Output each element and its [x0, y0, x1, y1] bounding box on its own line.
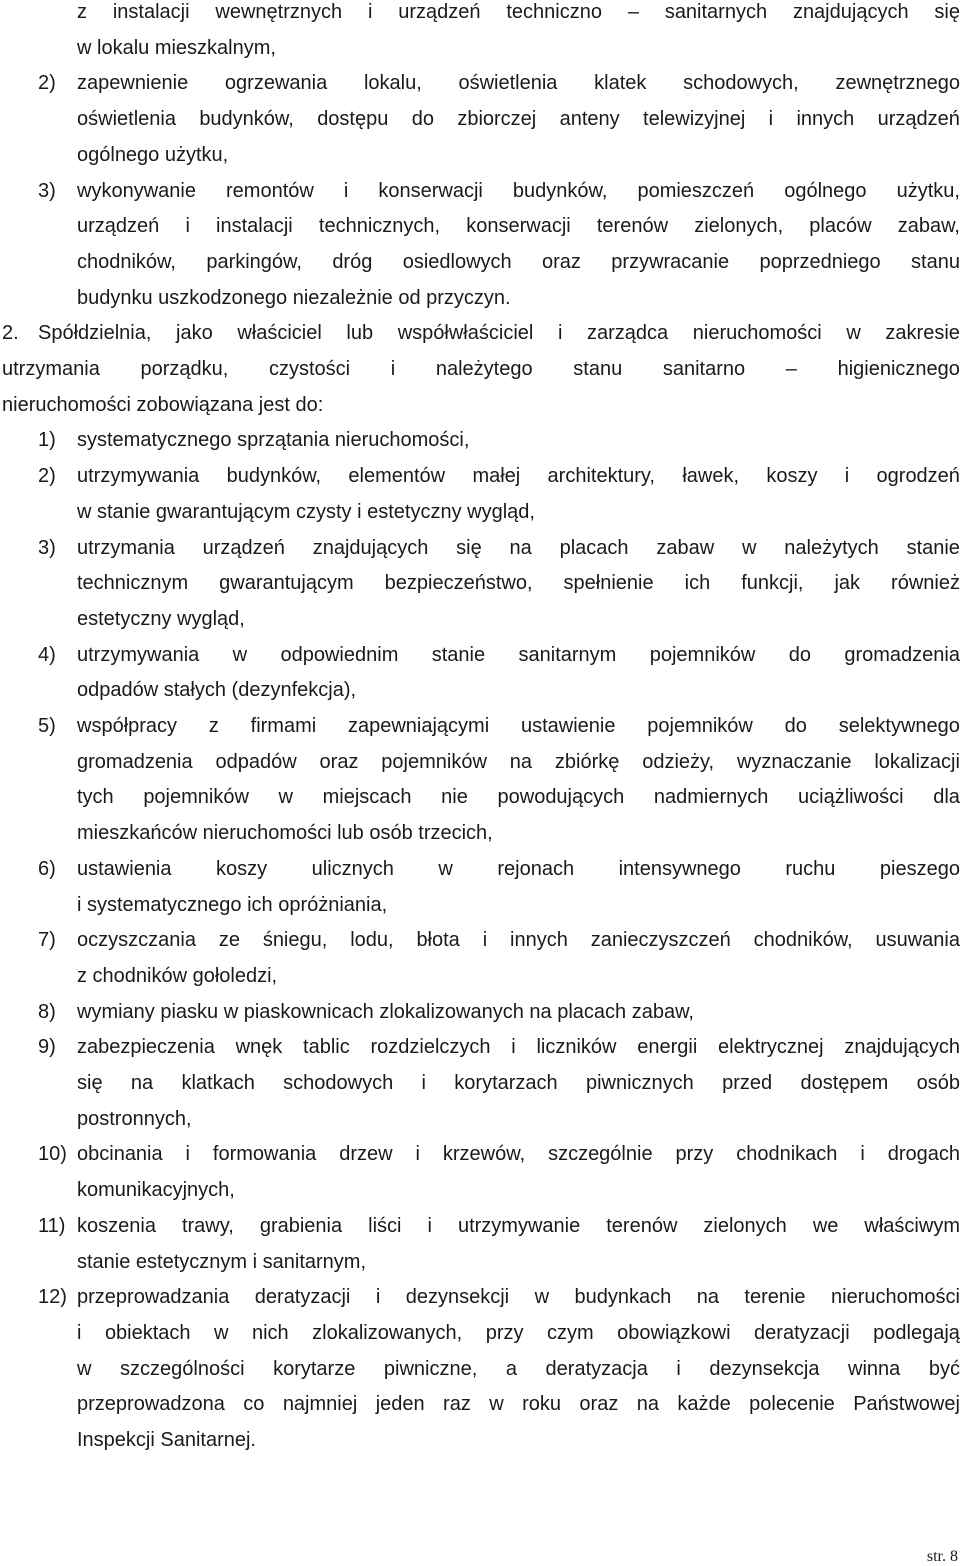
list-item-number: 11) — [38, 1214, 66, 1237]
list-item-line: technicznym gwarantującym bezpieczeństwo, spełnienie ich funkcji, jak również — [77, 572, 960, 595]
section-line: utrzymania porządku, czystości i należytego stanu sanitarno – higienicznego — [2, 358, 960, 380]
section-number: 2. — [2, 322, 19, 345]
list-item-line: współpracy z firmami zapewniającymi ustawienie pojemników do selektywnego — [77, 715, 960, 737]
list-item-number: 7) — [38, 929, 56, 952]
list-item-line: zabezpieczenia wnęk tablic rozdzielczych i liczników energii elektrycznej znajdujących — [77, 1036, 960, 1059]
list-item-line: postronnych, — [77, 1107, 192, 1130]
list-item-line: chodników, parkingów, dróg osiedlowych oraz przywracanie poprzedniego stanu — [77, 250, 960, 273]
list-item-number: 2) — [38, 465, 56, 488]
list-item-line: urządzeń i instalacji technicznych, konserwacji terenów zielonych, placów zabaw, — [77, 215, 960, 238]
list-item-line: ustawienia koszy ulicznych w rejonach intensywnego ruchu pieszego — [77, 857, 960, 880]
list-item-line: przeprowadzania deratyzacji i dezynsekcji w budynkach na terenie nieruchomości — [77, 1286, 960, 1309]
list-item-number: 6) — [38, 857, 56, 880]
list-item-number: 2) — [38, 72, 56, 95]
list-item-line: gromadzenia odpadów oraz pojemników na zbiórkę odzieży, wyznaczanie lokalizacji — [77, 750, 960, 773]
paragraph-line: z instalacji wewnętrznych i urządzeń techniczno – sanitarnych znajdujących się — [77, 1, 960, 23]
list-item-line: utrzymania urządzeń znajdujących się na placach zabaw w należytych stanie — [77, 536, 960, 559]
list-item-line: odpadów stałych (dezynfekcja), — [77, 679, 357, 702]
list-item-number: 4) — [38, 643, 56, 666]
list-item-line: w stanie gwarantującym czysty i estetyczny wygląd, — [77, 500, 535, 523]
list-item-line: oświetlenia budynków, dostępu do zbiorczej anteny telewizyjnej i innych urządzeń — [77, 108, 960, 131]
list-item-line: koszenia trawy, grabienia liści i utrzymywanie terenów zielonych we właściwym — [77, 1214, 960, 1237]
list-item-line: i systematycznego ich opróżniania, — [77, 893, 388, 916]
list-item-line: utrzymywania budynków, elementów małej architektury, ławek, koszy i ogrodzeń — [77, 465, 960, 488]
list-item-line: mieszkańców nieruchomości lub osób trzecich, — [77, 822, 493, 845]
list-item-line: oczyszczania ze śniegu, lodu, błota i innych zanieczyszczeń chodników, usuwania — [77, 929, 960, 952]
section-line: Spółdzielnia, jako właściciel lub współwłaściciel i zarządca nieruchomości w zakresie — [38, 322, 960, 345]
list-item-line: systematycznego sprzątania nieruchomości, — [77, 429, 470, 452]
paragraph-line: w lokalu mieszkalnym, — [77, 36, 276, 59]
list-item-number: 5) — [38, 715, 56, 737]
list-item-line: i obiektach w nich zlokalizowanych, przy czym obowiązkowi deratyzacji podlegają — [77, 1321, 960, 1344]
list-item-number: 12) — [38, 1286, 67, 1309]
list-item-number: 1) — [38, 429, 56, 452]
list-item-line: Inspekcji Sanitarnej. — [77, 1429, 256, 1451]
list-item-line: komunikacyjnych, — [77, 1179, 235, 1202]
section-line: nieruchomości zobowiązana jest do: — [2, 393, 324, 416]
list-item-line: się na klatkach schodowych i korytarzach piwnicznych przed dostępem osób — [77, 1072, 960, 1094]
page-number: str. 8 — [926, 1548, 958, 1565]
list-item-number: 3) — [38, 179, 56, 202]
list-item-line: utrzymywania w odpowiednim stanie sanitarnym pojemników do gromadzenia — [77, 643, 960, 666]
list-item-line: estetyczny wygląd, — [77, 607, 245, 630]
list-item-number: 8) — [38, 1000, 56, 1023]
list-item-line: obcinania i formowania drzew i krzewów, szczególnie przy chodnikach i drogach — [77, 1143, 960, 1166]
list-item-line: tych pojemników w miejscach nie powodujących nadmiernych uciążliwości dla — [77, 786, 960, 809]
list-item-line: budynku uszkodzonego niezależnie od przyczyn. — [77, 286, 511, 309]
list-item-line: stanie estetycznym i sanitarnym, — [77, 1250, 366, 1273]
list-item-number: 10) — [38, 1143, 67, 1166]
list-item-number: 3) — [38, 536, 56, 559]
list-item-line: ogólnego użytku, — [77, 143, 229, 166]
list-item-line: zapewnienie ogrzewania lokalu, oświetlenia klatek schodowych, zewnętrznego — [77, 72, 960, 95]
list-item-line: w szczególności korytarze piwniczne, a deratyzacja i dezynsekcja winna być — [77, 1357, 960, 1380]
list-item-number: 9) — [38, 1036, 56, 1059]
list-item-line: z chodników gołoledzi, — [77, 964, 278, 987]
list-item-line: przeprowadzona co najmniej jeden raz w roku oraz na każde polecenie Państwowej — [77, 1393, 960, 1416]
list-item-line: wymiany piasku w piaskownicach zlokalizowanych na placach zabaw, — [77, 1000, 694, 1023]
list-item-line: wykonywanie remontów i konserwacji budynków, pomieszczeń ogólnego użytku, — [77, 179, 960, 202]
